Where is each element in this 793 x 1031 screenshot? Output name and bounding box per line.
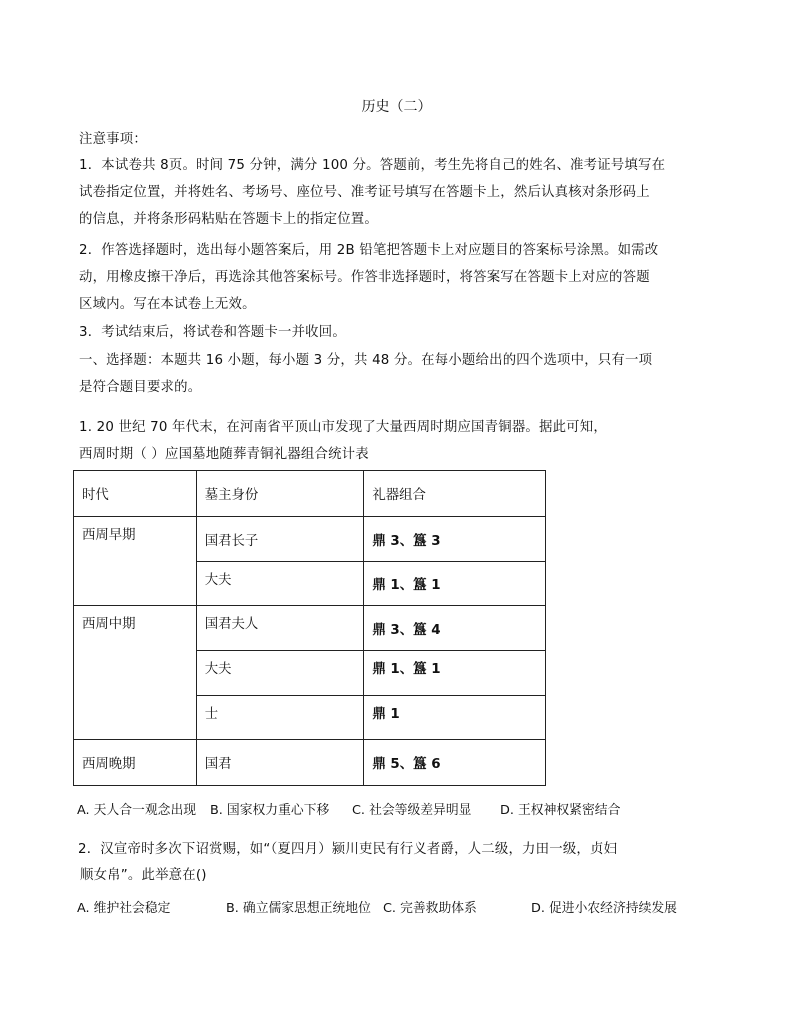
notice-line: 2．作答选择题时，选出每小题答案后，用 2B 铅笔把答题卡上对应题目的答案标号涂黑。如需改 xyxy=(79,243,659,258)
option-d: D. 王权神权紧密结合 xyxy=(500,803,621,818)
table-header-cell: 礼器组合 xyxy=(364,471,546,517)
option-b: B. 国家权力重心下移 xyxy=(210,803,330,818)
combo-cell: 鼎 1、簋 1 xyxy=(364,651,546,696)
burial-vessel-table xyxy=(73,470,546,786)
era-cell: 西周中期 xyxy=(74,606,197,740)
combo-cell: 鼎 1、簋 1 xyxy=(364,562,546,606)
table-header-row xyxy=(74,471,546,517)
question-1-stem: 1. 20 世纪 70 年代末，在河南省平顶山市发现了大量西周时期应国青铜器。据此可知， xyxy=(79,420,607,435)
notice-line: 3．考试结束后，将试卷和答题卡一并收回。 xyxy=(79,325,346,340)
section-instruction: 是符合题目要求的。 xyxy=(79,380,202,395)
table-row xyxy=(74,740,546,786)
notice-line: 1．本试卷共 8页。时间 75 分钟，满分 100 分。答题前，考生先将自己的姓名、准考证号填写在 xyxy=(79,158,666,173)
identity-cell: 士 xyxy=(196,696,364,740)
identity-cell: 大夫 xyxy=(196,651,364,696)
question-2-stem: 2．汉宣帝时多次下诏赏赐，如“（夏四月）颍川吏民有行义者爵，人二级，力田一级，贞妇 xyxy=(78,842,618,857)
notice-line: 动，用橡皮擦干净后，再选涂其他答案标号。作答非选择题时，将答案写在答题卡上对应的答题 xyxy=(79,270,650,285)
combo-cell: 鼎 1 xyxy=(364,696,546,740)
table-header-cell: 墓主身份 xyxy=(196,471,364,517)
notice-line: 区域内。写在本试卷上无效。 xyxy=(79,297,256,312)
era-cell: 西周早期 xyxy=(74,517,197,606)
notice-heading: 注意事项： xyxy=(79,132,147,147)
option-d: D. 促进小农经济持续发展 xyxy=(531,901,677,916)
table-row xyxy=(74,517,546,562)
combo-cell: 鼎 3、簋 4 xyxy=(364,606,546,651)
identity-cell: 大夫 xyxy=(196,562,364,606)
question-2-stem: 顺女帛”。此举意在() xyxy=(80,868,207,883)
combo-cell: 鼎 5、簋 6 xyxy=(364,740,546,786)
option-a: A. 维护社会稳定 xyxy=(77,901,171,916)
identity-cell: 国君夫人 xyxy=(196,606,364,651)
option-c: C. 完善救助体系 xyxy=(383,901,477,916)
identity-cell: 国君长子 xyxy=(196,517,364,562)
identity-cell: 国君 xyxy=(196,740,364,786)
option-c: C. 社会等级差异明显 xyxy=(352,803,472,818)
era-cell: 西周晚期 xyxy=(74,740,197,786)
option-a: A. 天人合一观念出现 xyxy=(77,803,197,818)
notice-line: 试卷指定位置，并将姓名、考场号、座位号、准考证号填写在答题卡上，然后认真核对条形码上 xyxy=(79,185,650,200)
table-caption: 西周时期（ ）应国墓地随葬青铜礼器组合统计表 xyxy=(79,447,369,462)
notice-line: 的信息，并将条形码粘贴在答题卡上的指定位置。 xyxy=(79,212,378,227)
table-row xyxy=(74,606,546,651)
option-b: B. 确立儒家思想正统地位 xyxy=(226,901,371,916)
table-header-cell: 时代 xyxy=(74,471,197,517)
combo-cell: 鼎 3、簋 3 xyxy=(364,517,546,562)
page-title: 历史（二） xyxy=(361,99,432,115)
section-instruction: 一、选择题：本题共 16 小题，每小题 3 分，共 48 分。在每小题给出的四个选项中，只有一项 xyxy=(79,353,653,368)
